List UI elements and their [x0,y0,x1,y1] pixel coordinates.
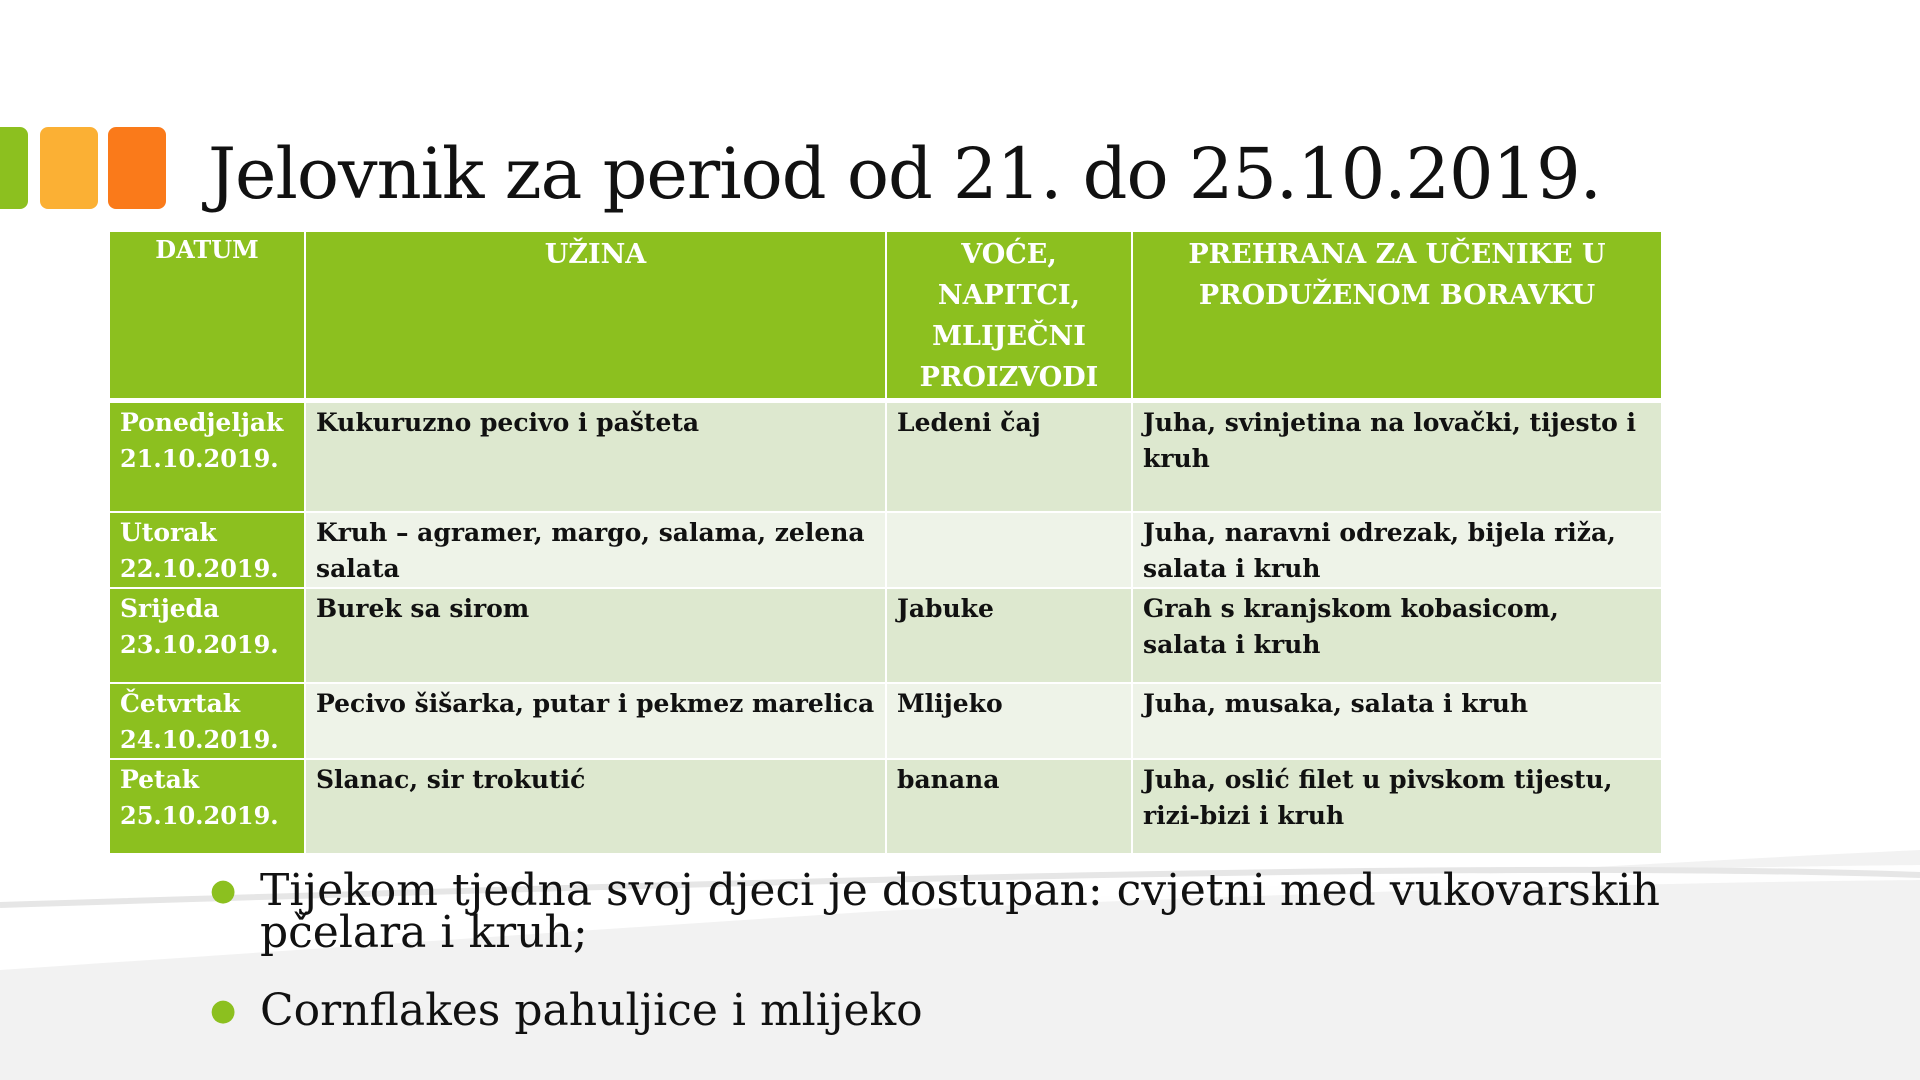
menu-table [110,232,1663,855]
day-date: 22.10.2019. [120,553,279,583]
day-date: 23.10.2019. [120,629,279,659]
header-datum: DATUM [110,232,305,401]
uzina-cell: Kruh – agramer, margo, salama, zelena salata [305,512,886,588]
table-row [110,683,1662,759]
note-text: Tijekom tjedna svoj djeci je dostupan: cvjetni med vukovarskih pčelara i kruh; [260,865,1660,958]
decor-square-yellow [40,127,98,209]
list-item [210,865,1710,958]
voce-cell: Mlijeko [886,683,1132,759]
header-uzina: UŽINA [305,232,886,401]
day-cell [110,401,305,512]
day-cell [110,512,305,588]
day-name: Utorak [120,517,217,547]
table-row [110,588,1662,683]
voce-cell: Jabuke [886,588,1132,683]
header-prehrana: PREHRANA ZA UČENIKE U PRODUŽENOM BORAVKU [1132,232,1662,401]
day-name: Četvrtak [120,688,241,718]
voce-cell: banana [886,759,1132,854]
prehrana-cell: Juha, svinjetina na lovački, tijesto i kruh [1132,401,1662,512]
uzina-cell: Kukuruzno pecivo i pašteta [305,401,886,512]
slide-title: Jelovnik za period od 21. do 25.10.2019. [208,133,1601,215]
day-cell [110,683,305,759]
prehrana-cell: Juha, oslić filet u pivskom tijestu, rizi-bizi i kruh [1132,759,1662,854]
voce-cell: Ledeni čaj [886,401,1132,512]
table-header-row [110,232,1662,401]
day-name: Ponedjeljak [120,408,284,437]
prehrana-cell: Juha, naravni odrezak, bijela riža, salata i kruh [1132,512,1662,588]
prehrana-cell: Grah s kranjskom kobasicom, salata i kruh [1132,588,1662,683]
day-name: Petak [120,764,200,794]
header-voce: VOĆE, NAPITCI, MLIJEČNI PROIZVODI [886,232,1132,401]
day-cell [110,588,305,683]
day-date: 24.10.2019. [120,724,279,754]
voce-cell [886,512,1132,588]
table-row [110,512,1662,588]
decor-square-green [0,127,28,209]
day-date: 21.10.2019. [120,444,279,473]
day-date: 25.10.2019. [120,800,279,830]
uzina-cell: Slanac, sir trokutić [305,759,886,854]
day-name: Srijeda [120,593,220,623]
notes-list [210,865,1710,1068]
uzina-cell: Pecivo šišarka, putar i pekmez marelica [305,683,886,759]
prehrana-cell: Juha, musaka, salata i kruh [1132,683,1662,759]
decor-square-orange [108,127,166,209]
uzina-cell: Burek sa sirom [305,588,886,683]
day-cell [110,759,305,854]
bullet-icon: ● [210,993,237,1028]
bullet-icon: ● [210,873,237,908]
note-text: Cornflakes pahuljice i mlijeko [260,985,923,1036]
table-row [110,401,1662,512]
list-item [210,985,1710,1036]
table-row [110,759,1662,854]
